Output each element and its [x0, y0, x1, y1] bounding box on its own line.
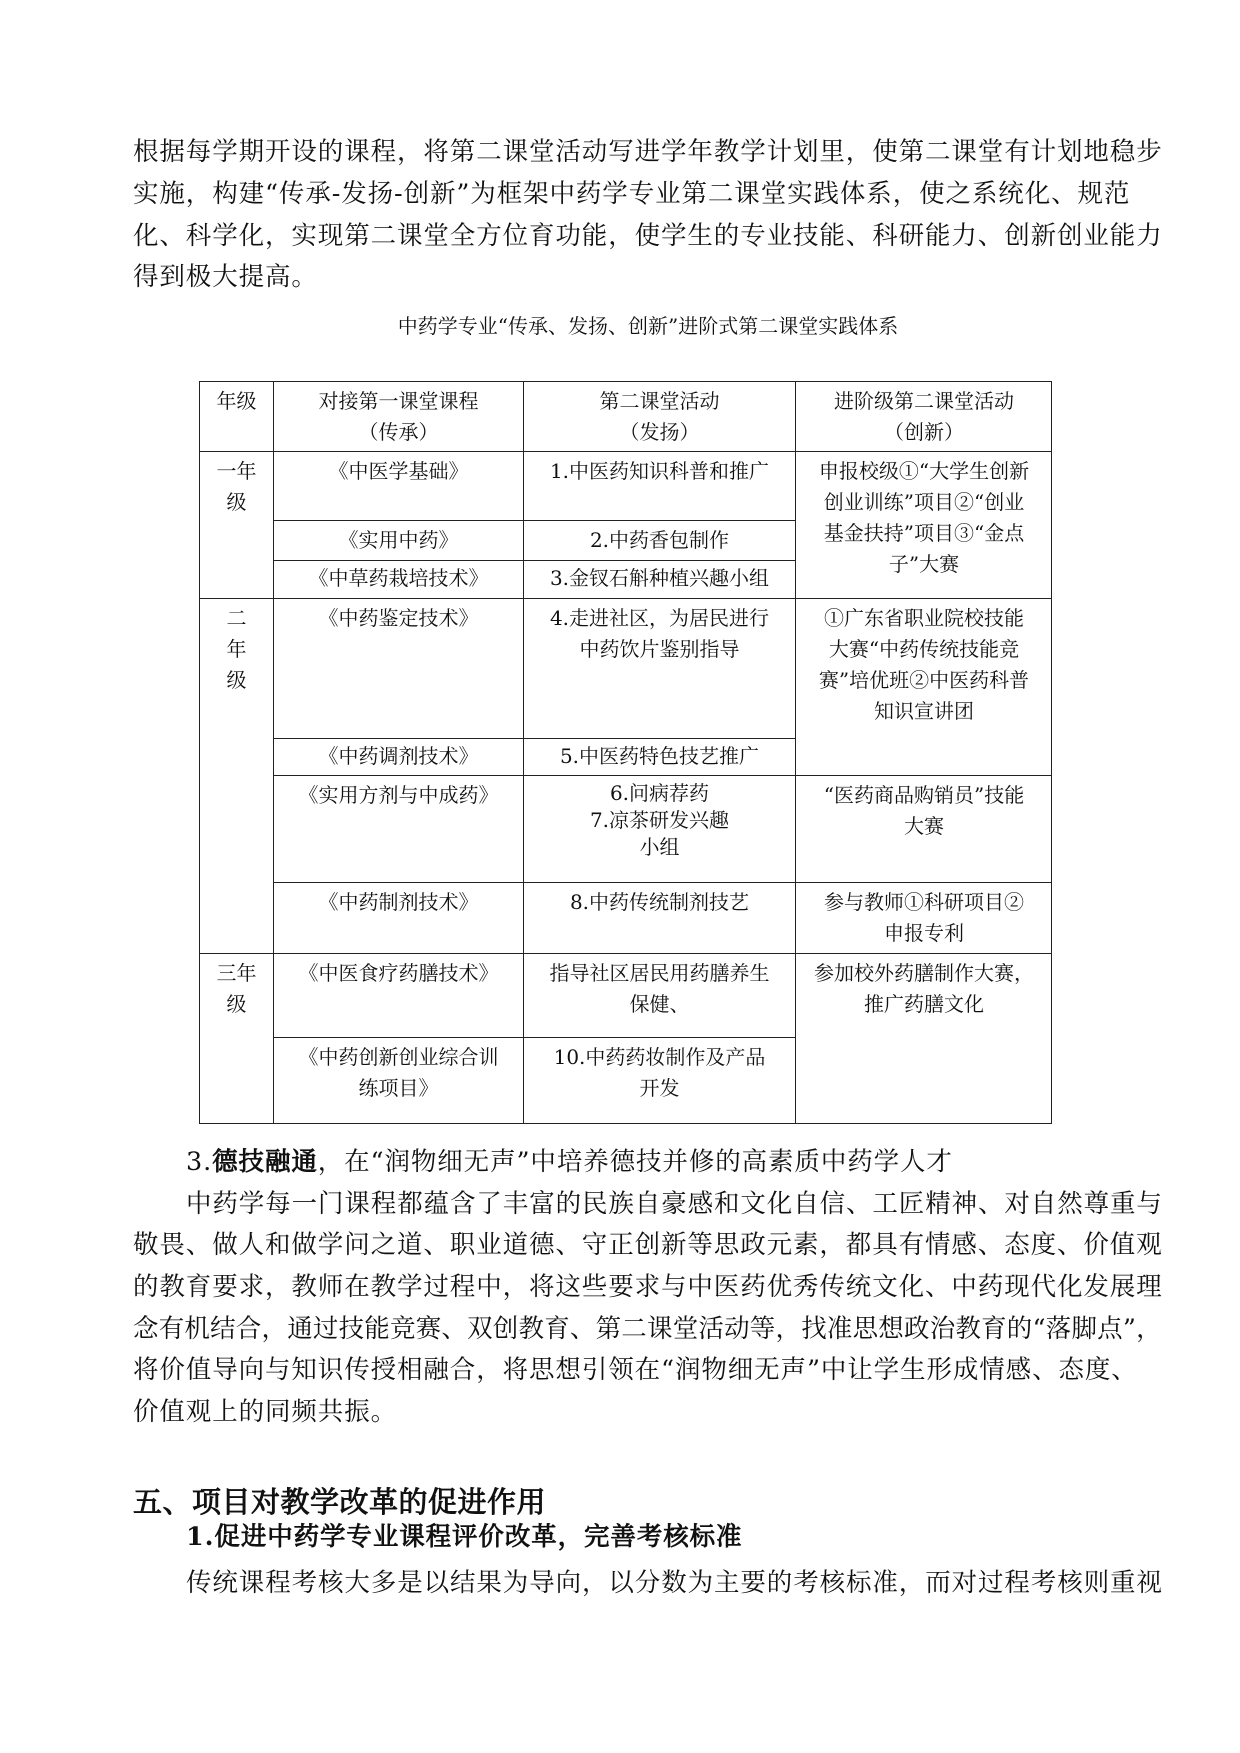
section-3-line: 念有机结合，通过技能竞赛、双创教育、第二课堂活动等，找准思想政治教育的“落脚点”， — [133, 1314, 1162, 1344]
table-caption: 中药学专业“传承、发扬、创新”进阶式第二课堂实践体系 — [397, 314, 899, 338]
intro-line: 根据每学期开设的课程，将第二课堂活动写进学年教学计划里，使第二课堂有计划地稳步 — [133, 137, 1163, 167]
section-3-line: 的教育要求，教师在教学过程中，将这些要求与中医药优秀传统文化、中药现代化发展理 — [133, 1272, 1163, 1302]
course-cell: 《中医食疗药膳技术》 — [273, 953, 523, 1037]
section-3-title-rest: ，在“润物细无声”中培养德技并修的高素质中药学人才 — [317, 1147, 953, 1177]
activity-cell: 6.问病荐药 7.凉茶研发兴趣 小组 — [523, 775, 795, 882]
advanced-cell: ①广东省职业院校技能 大赛“中药传统技能竞 赛”培优班②中医药科普 知识宣讲团 — [795, 598, 1052, 775]
activity-cell: 2.中药香包制作 — [523, 520, 795, 560]
course-cell: 《中医学基础》 — [273, 451, 523, 520]
section-3-number: 3. — [186, 1147, 213, 1177]
intro-line: 实施，构建“传承-发扬-创新”为框架中药学专业第二课堂实践体系，使之系统化、规范 — [133, 179, 1131, 209]
header-cell: 年级 — [199, 381, 273, 451]
intro-line: 化、科学化，实现第二课堂全方位育功能，使学生的专业技能、科研能力、创新创业能力 — [133, 221, 1163, 251]
advanced-cell: 参与教师①科研项目② 申报专利 — [795, 882, 1052, 953]
activity-cell: 5.中医药特色技艺推广 — [523, 738, 795, 775]
grade-cell: 一年 级 — [199, 451, 273, 598]
advanced-cell: 申报校级①“大学生创新 创业训练”项目②“创业 基金扶持”项目③“金点 子”大赛 — [795, 451, 1052, 598]
practice-system-table — [199, 381, 1052, 1124]
course-cell: 《中药制剂技术》 — [273, 882, 523, 953]
section-5-subheading: 1.促进中药学专业课程评价改革，完善考核标准 — [186, 1522, 743, 1552]
course-cell: 《中草药栽培技术》 — [273, 560, 523, 598]
section-5-line: 传统课程考核大多是以结果为导向，以分数为主要的考核标准，而对过程考核则重视 — [186, 1568, 1163, 1598]
course-cell: 《实用方剂与中成药》 — [273, 775, 523, 882]
activity-cell: 10.中药药妆制作及产品 开发 — [523, 1037, 795, 1124]
section-3-line: 将价值导向与知识传授相融合，将思想引领在“润物细无声”中让学生形成情感、态度、 — [133, 1355, 1138, 1385]
section-3-title-bold: 德技融通 — [212, 1147, 318, 1177]
activity-cell: 3.金钗石斛种植兴趣小组 — [523, 560, 795, 598]
grade-cell: 三年 级 — [199, 953, 273, 1124]
section-3-line: 中药学每一门课程都蕴含了丰富的民族自豪感和文化自信、工匠精神、对自然尊重与 — [186, 1189, 1163, 1219]
header-cell: 第二课堂活动 （发扬） — [523, 381, 795, 451]
section-3-line: 敬畏、做人和做学问之道、职业道德、守正创新等思政元素，都具有情感、态度、价值观 — [133, 1230, 1163, 1260]
course-cell: 《实用中药》 — [273, 520, 523, 560]
course-cell: 《中药鉴定技术》 — [273, 598, 523, 738]
header-cell: 进阶级第二课堂活动 （创新） — [795, 381, 1052, 451]
activity-cell: 1.中医药知识科普和推广 — [523, 451, 795, 520]
header-cell: 对接第一课堂课程 （传承） — [273, 381, 523, 451]
section-3-title — [186, 1147, 953, 1177]
section-5-heading: 五、项目对教学改革的促进作用 — [133, 1485, 547, 1519]
section-3-line: 价值观上的同频共振。 — [133, 1397, 398, 1427]
intro-line: 得到极大提高。 — [133, 262, 318, 292]
activity-cell: 8.中药传统制剂技艺 — [523, 882, 795, 953]
course-cell: 《中药调剂技术》 — [273, 738, 523, 775]
advanced-cell: “医药商品购销员”技能 大赛 — [795, 775, 1052, 882]
advanced-cell: 参加校外药膳制作大赛， 推广药膳文化 — [795, 953, 1052, 1124]
activity-cell: 指导社区居民用药膳养生 保健、 — [523, 953, 795, 1037]
grade-cell: 二 年 级 — [199, 598, 273, 953]
activity-cell: 4.走进社区，为居民进行 中药饮片鉴别指导 — [523, 598, 795, 738]
course-cell: 《中药创新创业综合训 练项目》 — [273, 1037, 523, 1124]
